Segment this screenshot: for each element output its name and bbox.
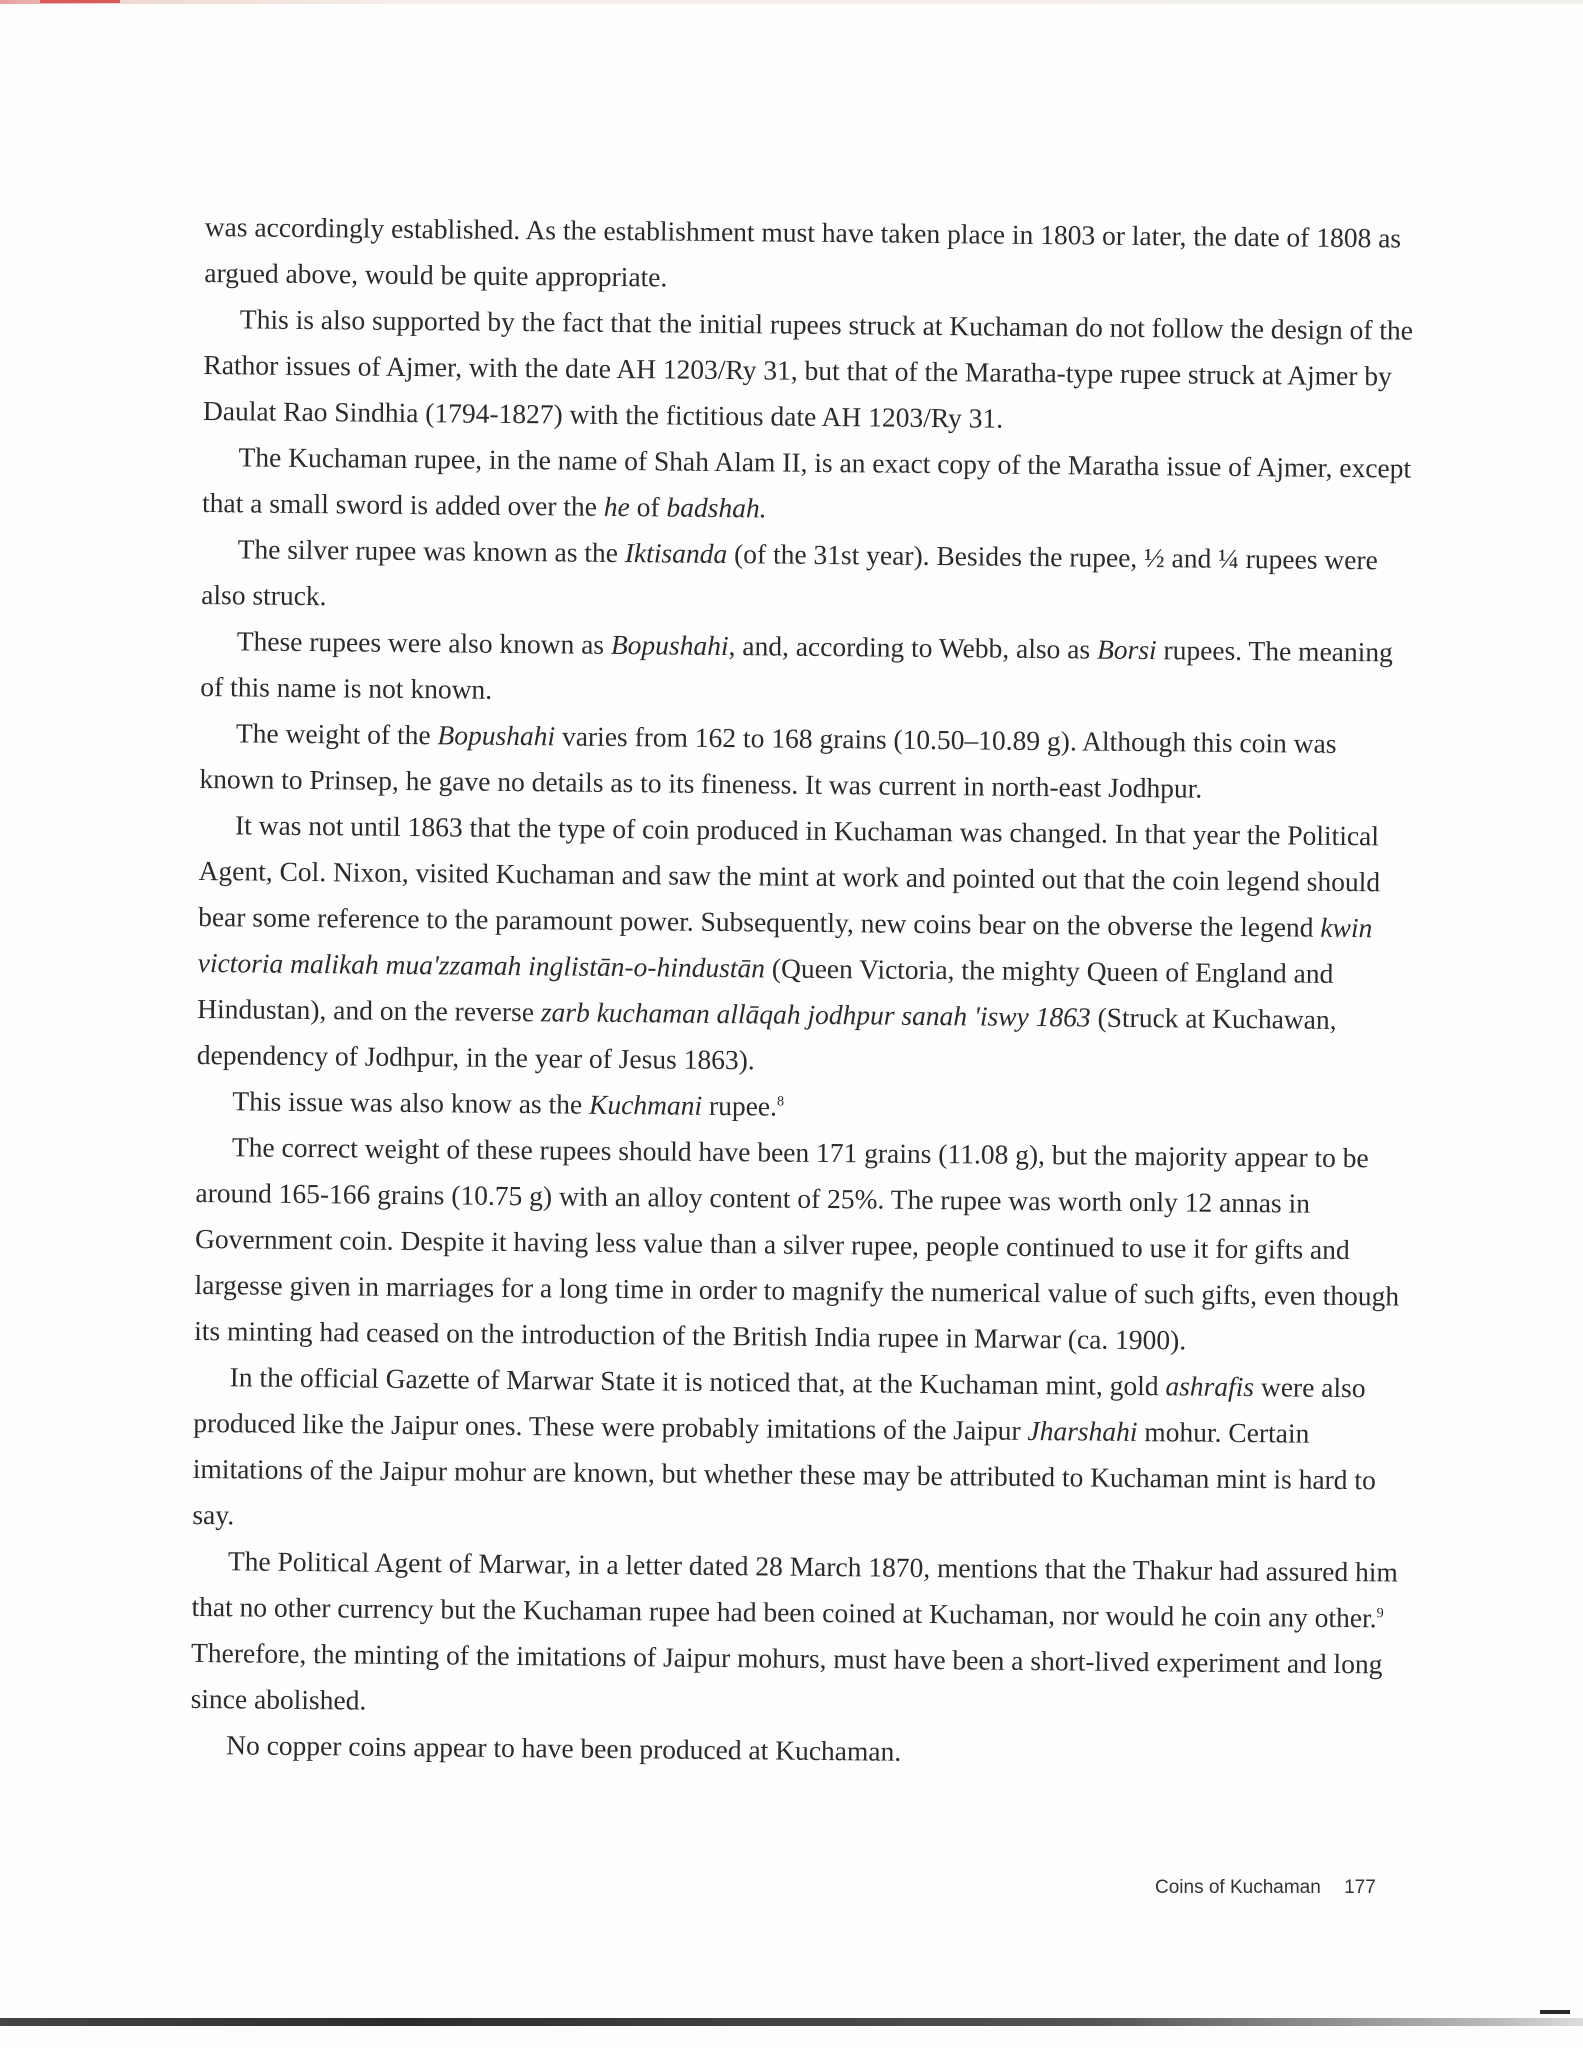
running-footer: Coins of Kuchaman bbox=[1155, 1877, 1321, 1898]
paragraph bbox=[204, 204, 1420, 308]
text-run: This issue was also know as the bbox=[232, 1085, 590, 1120]
paragraph bbox=[197, 802, 1415, 1090]
text-run: varies from 162 to 168 grains (10.50–10.89 g). Although this coin was known to Prinsep, he gave no details as to its fineness. It was current in north-east Jodhpur. bbox=[199, 720, 1337, 804]
scan-top-color-mark bbox=[40, 0, 120, 3]
text-run: These rupees were also known as bbox=[236, 625, 612, 660]
italic-term: Bopushahi bbox=[610, 628, 729, 662]
italic-term: he bbox=[603, 490, 630, 523]
text-run: The silver rupee was known as the bbox=[237, 533, 626, 569]
text-run: In the official Gazette of Marwar State it is noticed that, at the Kuchaman mint, gold bbox=[229, 1361, 1166, 1402]
footnote-marker: 8 bbox=[776, 1094, 785, 1110]
text-run: (Struck at Kuchawan, dependency of Jodhpur, in the year of Jesus 1863). bbox=[196, 1001, 1337, 1076]
body-text bbox=[190, 204, 1420, 1780]
paragraph bbox=[194, 1124, 1411, 1366]
text-run: This is also supported by the fact that the initial rupees struck at Kuchaman do not follow the design of the Rathor issues of Ajmer, with the date AH 1203/Ry 31, but that of the Maratha-type rupee struck at Ajmer by Daulat Rao Sindhia (1794-1827) with the fictitious date AH 1203/Ry 31. bbox=[202, 303, 1414, 434]
italic-term: ashrafis bbox=[1165, 1370, 1255, 1403]
text-run: The weight of the bbox=[235, 717, 438, 751]
italic-term: Bopushahi bbox=[437, 719, 556, 752]
italic-term: kwin victoria malikah mua'zzamah inglistān-o-hindustān bbox=[197, 911, 1373, 984]
text-run: (Queen Victoria, the mighty Queen of England and Hindustan), and on the reverse bbox=[197, 952, 1334, 1028]
text-run: The Kuchaman rupee, in the name of Shah Alam II, is an exact copy of the Maratha issue of Ajmer, except that a small sword is added over the bbox=[201, 441, 1412, 522]
text-run: were also produced like the Jaipur ones. These were probably imitations of the Jaipur bbox=[193, 1371, 1366, 1446]
text-run: of bbox=[629, 491, 667, 523]
page-footer bbox=[1155, 1877, 1376, 1899]
text-run: , and, according to Webb, also as bbox=[728, 630, 1098, 665]
text-run: mohur. Certain imitations of the Jaipur mohur are known, but whether these may be attributed to Kuchaman mint is hard to say. bbox=[192, 1416, 1376, 1531]
text-run: No copper coins appear to have been produced at Kuchaman. bbox=[226, 1729, 902, 1767]
paragraph bbox=[200, 618, 1416, 722]
italic-term: Jharshahi bbox=[1027, 1414, 1138, 1448]
scan-top-edge bbox=[0, 0, 1583, 4]
page-number: 177 bbox=[1344, 1877, 1376, 1898]
italic-term: badshah. bbox=[666, 491, 767, 524]
italic-term: Iktisanda bbox=[624, 537, 728, 570]
paragraph bbox=[202, 434, 1418, 538]
italic-term: Borsi bbox=[1096, 633, 1157, 666]
text-run: rupee. bbox=[701, 1089, 778, 1122]
scan-bottom-mark bbox=[1540, 2010, 1570, 2014]
paragraph bbox=[203, 296, 1419, 446]
text-run: was accordingly established. As the establishment must have taken place in 1803 or later, the date of 1808 as argued above, would be quite appropriate. bbox=[204, 210, 1402, 293]
text-run: The correct weight of these rupees should have been 171 grains (11.08 g), but the majority appear to be around 165-166 grains (10.75 g) with an alloy content of 25%. The rupee was worth only 12 annas in Government coin. Despite it having less value than a silver rupee, people continued to use it for gifts and largesse given in marriages for a long time in order to magnify the numerical value of such gifts, even though its minting had ceased on the introduction of the British India rupee in Marwar (ca. 1900). bbox=[194, 1131, 1400, 1356]
paragraph bbox=[190, 1538, 1407, 1734]
italic-term: Kuchmani bbox=[588, 1088, 703, 1121]
paragraph bbox=[201, 526, 1417, 630]
text-run: rupees. The meaning of this name is not known. bbox=[200, 634, 1393, 705]
scan-bottom-edge bbox=[0, 2018, 1583, 2026]
text-run: Therefore, the minting of the imitations of Jaipur mohurs, must have been a short-lived experiment and long since abolished. bbox=[190, 1636, 1383, 1716]
paragraph bbox=[192, 1354, 1409, 1550]
text-run: The Political Agent of Marwar, in a letter dated 28 March 1870, mentions that the Thakur had assured him that no other currency but the Kuchaman rupee had been coined at Kuchaman, nor would he coin any other. bbox=[191, 1545, 1398, 1634]
footnote-marker: 9 bbox=[1376, 1606, 1384, 1622]
italic-term: zarb kuchaman allāqah jodhpur sanah 'iswy 1863 bbox=[540, 996, 1091, 1033]
text-run: (of the 31st year). Besides the rupee, ½ and ¼ rupees were also struck. bbox=[201, 538, 1378, 612]
text-run: It was not until 1863 that the type of coin produced in Kuchaman was changed. In that year the Political Agent, Col. Nixon, visited Kuchaman and saw the mint at work and pointed out that the coin legend should bear some reference to the paramount power. Subsequently, new coins bear on the obverse the legend bbox=[198, 809, 1381, 943]
paragraph bbox=[199, 710, 1415, 814]
